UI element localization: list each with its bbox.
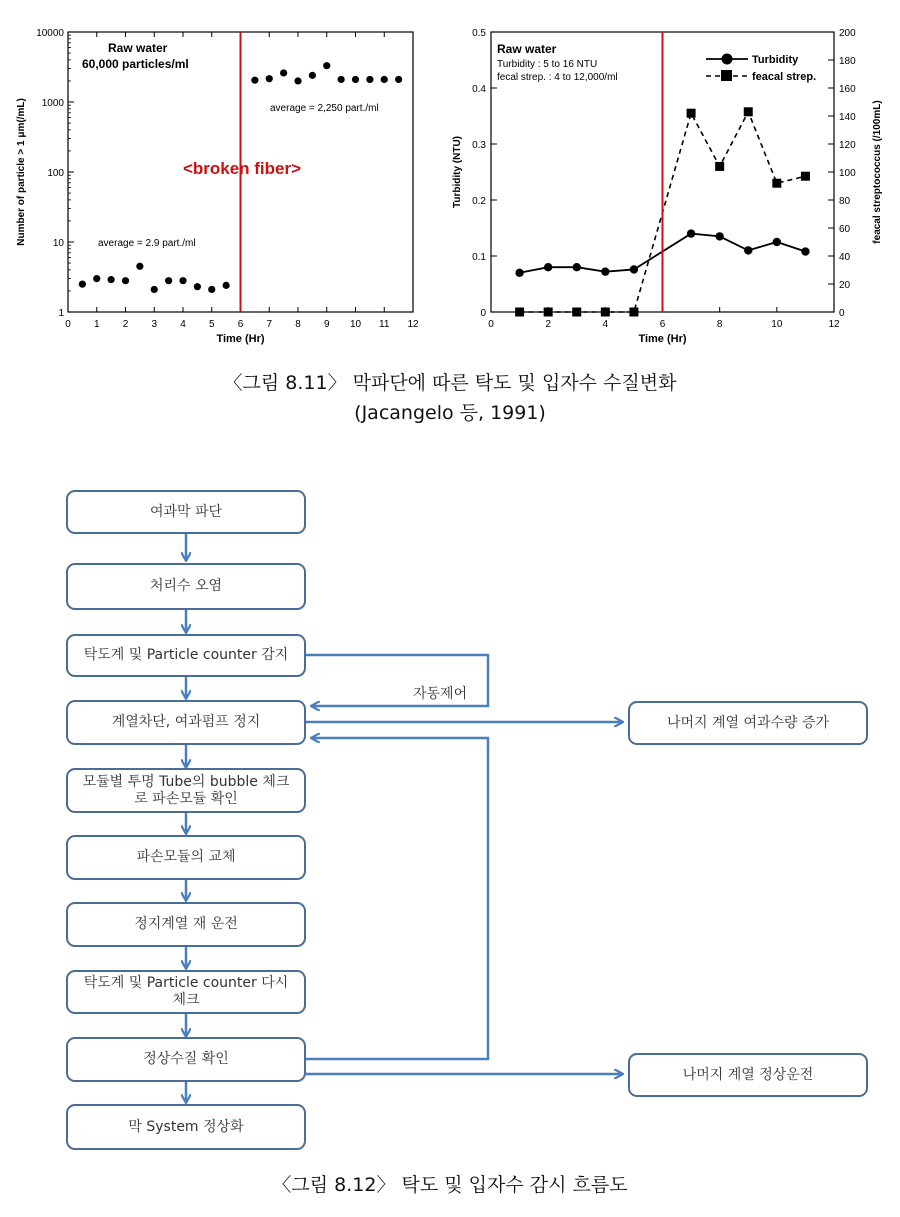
step-quality-confirm: 정상수질 확인 — [66, 1037, 306, 1082]
annotation-strep-range: fecal strep. : 4 to 12,000/ml — [497, 72, 618, 83]
y-tick-label: 100 — [47, 168, 64, 179]
annotation-average-before: average = 2.9 part./ml — [98, 238, 196, 249]
x-tick-label: 10 — [771, 319, 783, 330]
y-axis-label: Turbidity (NTU) — [452, 135, 463, 209]
data-point — [122, 277, 129, 284]
step-treated-water-contamination: 처리수 오염 — [66, 563, 306, 610]
x-tick-label: 5 — [208, 319, 215, 330]
legend-marker-turbidity — [722, 54, 733, 65]
step-module-replace: 파손모듈의 교체 — [66, 835, 306, 880]
figure-caption-8-11-source: (Jacangelo 등, 1991) — [354, 402, 546, 424]
data-point-feacal-strep — [629, 308, 638, 317]
annotation-average-after: average = 2,250 part./ml — [270, 103, 379, 114]
data-point — [266, 75, 273, 82]
data-point — [208, 286, 215, 293]
step-membrane-break: 여과막 파단 — [66, 490, 306, 534]
x-axis-label: Time (Hr) — [216, 333, 265, 345]
y2-tick-label: 80 — [839, 196, 851, 207]
y2-tick-label: 120 — [839, 140, 856, 151]
x-tick-label: 2 — [545, 319, 551, 330]
x-tick-label: 0 — [488, 319, 494, 330]
data-point-feacal-strep — [687, 109, 696, 118]
y2-tick-label: 100 — [839, 168, 856, 179]
data-point — [323, 62, 330, 69]
data-point-feacal-strep — [544, 308, 553, 317]
y2-tick-label: 200 — [839, 28, 856, 39]
data-point-turbidity — [773, 238, 781, 246]
data-point-feacal-strep — [601, 308, 610, 317]
particle-count-chart — [0, 0, 430, 360]
data-point-feacal-strep — [572, 308, 581, 317]
y-tick-label: 1000 — [41, 98, 64, 109]
x-tick-label: 10 — [349, 319, 362, 330]
side-increase-flow: 나머지 계열 여과수량 증가 — [628, 701, 868, 745]
data-point — [179, 277, 186, 284]
data-point — [294, 77, 301, 84]
x-tick-label: 1 — [93, 319, 100, 330]
data-point — [366, 76, 373, 83]
y2-axis-label: feacal streptococcus (/100mL) — [872, 100, 883, 244]
y-tick-label: 1 — [58, 308, 64, 319]
data-point — [194, 283, 201, 290]
data-point — [395, 76, 402, 83]
turbidity-chart — [430, 0, 900, 360]
x-tick-label: 3 — [151, 319, 158, 330]
return-loop — [306, 738, 488, 1059]
x-tick-label: 6 — [237, 319, 244, 330]
data-point-turbidity — [687, 229, 695, 237]
data-point — [352, 76, 359, 83]
auto-control-label: 자동제어 — [413, 686, 468, 702]
y-tick-label: 0 — [480, 308, 486, 319]
y2-tick-label: 60 — [839, 224, 851, 235]
y-axis-label: Number of particle > 1 μm(/mL) — [16, 98, 27, 246]
legend-marker-feacal-strep — [721, 70, 732, 81]
data-point-turbidity — [515, 269, 523, 277]
y2-tick-label: 180 — [839, 56, 856, 67]
data-point-turbidity — [715, 232, 723, 240]
y-tick-label: 0.2 — [472, 196, 486, 207]
data-point — [108, 276, 115, 283]
x-tick-label: 8 — [716, 319, 723, 330]
data-point — [151, 286, 158, 293]
data-point-feacal-strep — [715, 162, 724, 171]
data-point — [93, 275, 100, 282]
data-point — [136, 263, 143, 270]
step-detection: 탁도계 및 Particle counter 감지 — [66, 634, 306, 677]
x-tick-label: 9 — [323, 319, 330, 330]
data-point-turbidity — [744, 246, 752, 254]
data-point-feacal-strep — [515, 308, 524, 317]
side-normal-operation: 나머지 계열 정상운전 — [628, 1053, 868, 1097]
data-point — [165, 277, 172, 284]
y2-tick-label: 20 — [839, 280, 851, 291]
x-tick-label: 4 — [602, 319, 609, 330]
data-point-turbidity — [544, 263, 552, 271]
legend-label-turbidity: Turbidity — [752, 54, 799, 66]
data-point — [79, 281, 86, 288]
data-point-feacal-strep — [744, 107, 753, 116]
x-tick-label: 4 — [180, 319, 186, 330]
x-tick-label: 12 — [407, 319, 419, 330]
figure-caption-8-11: 〈그림 8.11〉 막파단에 따른 탁도 및 입자수 수질변화 — [223, 372, 677, 394]
annotation-broken-fiber: <broken fiber> — [182, 159, 302, 178]
data-point-feacal-strep — [772, 179, 781, 188]
data-point — [338, 76, 345, 83]
step-recheck: 탁도계 및 Particle counter 다시 체크 — [66, 970, 306, 1014]
step-system-normal: 막 System 정상화 — [66, 1104, 306, 1150]
y-tick-label: 0.5 — [472, 28, 486, 39]
x-tick-label: 0 — [65, 319, 71, 330]
annotation-raw-water: Raw water — [108, 41, 168, 55]
x-tick-label: 6 — [659, 319, 666, 330]
data-point — [381, 76, 388, 83]
x-tick-label: 11 — [379, 319, 390, 330]
x-tick-label: 2 — [122, 319, 129, 330]
y-tick-label: 0.1 — [472, 252, 486, 263]
data-point — [309, 72, 316, 79]
step-shutdown: 계열차단, 여과펌프 정지 — [66, 700, 306, 745]
y2-tick-label: 40 — [839, 252, 851, 263]
x-tick-label: 12 — [828, 319, 840, 330]
data-point — [280, 69, 287, 76]
legend-label-feacal-strep: feacal strep. — [752, 71, 817, 83]
step-bubble-check: 모듈별 투명 Tube의 bubble 체크 로 파손모듈 확인 — [66, 768, 306, 813]
x-tick-label: 8 — [295, 319, 301, 330]
y-tick-label: 0.3 — [472, 140, 486, 151]
y2-tick-label: 0 — [839, 308, 845, 319]
data-point — [251, 77, 258, 84]
annotation-turbidity-range: Turbidity : 5 to 16 NTU — [497, 59, 598, 70]
step-restart: 정지계열 재 운전 — [66, 902, 306, 947]
data-point — [223, 282, 230, 289]
monitoring-flowchart — [0, 470, 900, 1190]
data-point-turbidity — [601, 267, 609, 275]
y-tick-label: 10000 — [36, 28, 64, 39]
y-tick-label: 10 — [52, 238, 64, 249]
data-point-feacal-strep — [801, 172, 810, 181]
figure-caption-8-12: 〈그림 8.12〉 탁도 및 입자수 감시 흐름도 — [272, 1174, 628, 1196]
x-axis-label: Time (Hr) — [638, 333, 687, 345]
data-point-turbidity — [573, 263, 581, 271]
annotation-raw-count: 60,000 particles/ml — [82, 57, 189, 71]
y2-tick-label: 140 — [839, 112, 856, 123]
x-tick-label: 7 — [266, 319, 273, 330]
data-point-turbidity — [801, 247, 809, 255]
annotation-raw-water: Raw water — [497, 42, 557, 56]
y-tick-label: 0.4 — [472, 84, 486, 95]
y2-tick-label: 160 — [839, 84, 856, 95]
data-point-turbidity — [630, 265, 638, 273]
